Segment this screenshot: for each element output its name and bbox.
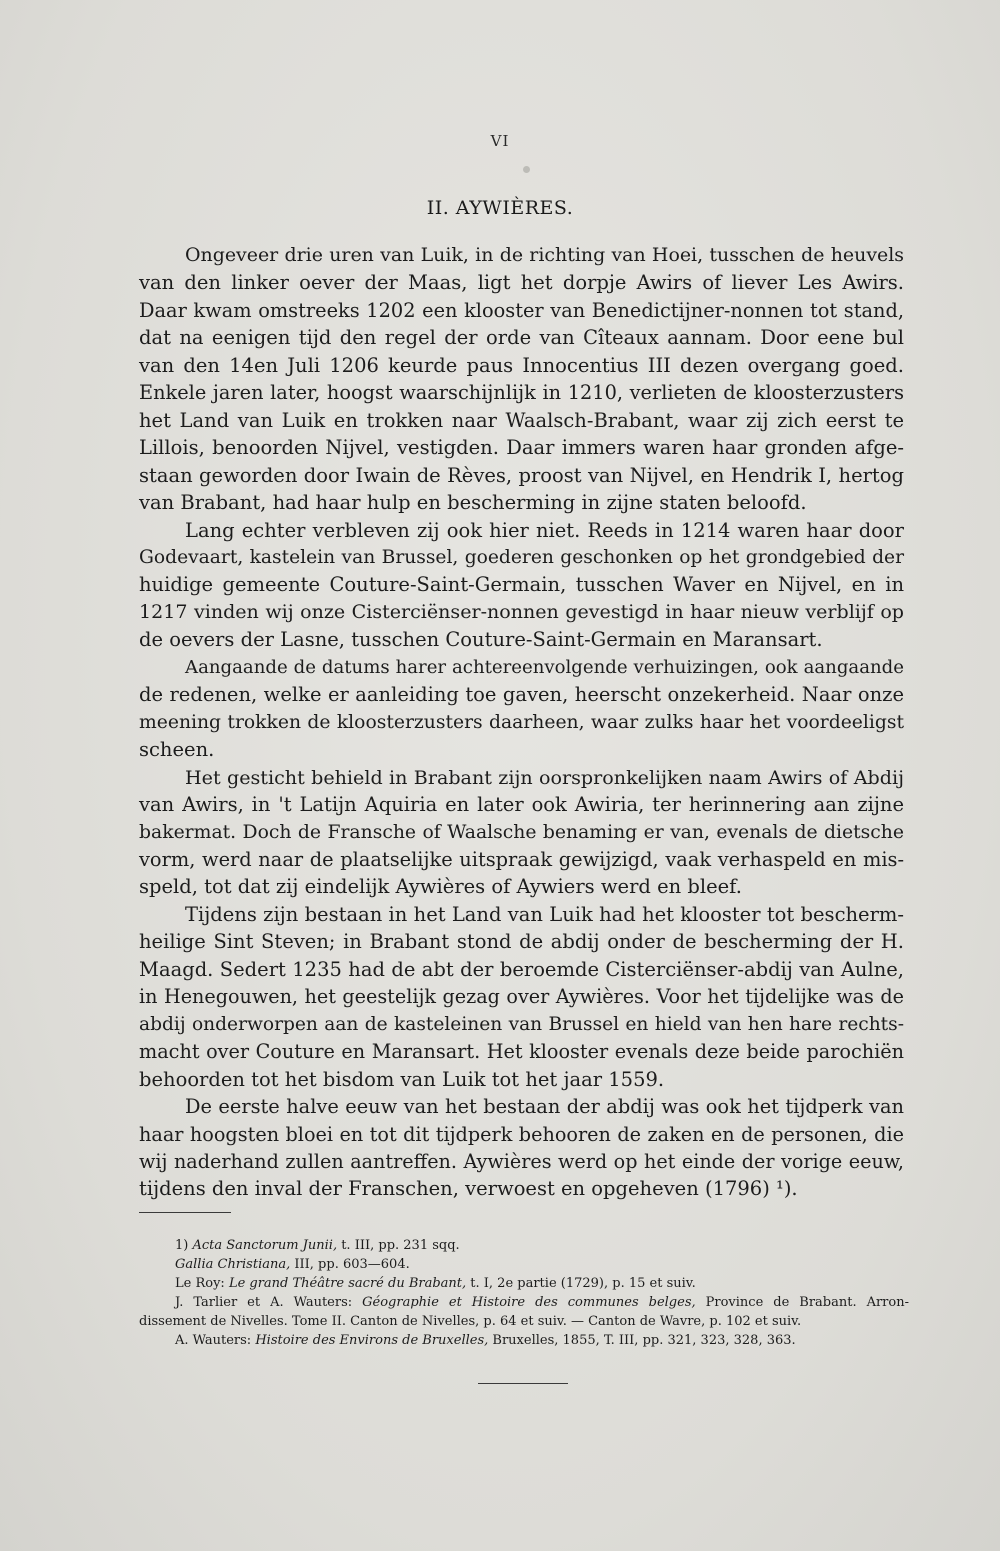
text-line: Aangaande de datums harer achtereenvolgende verhuizingen, ook aangaande bbox=[185, 656, 904, 678]
page-number: VI bbox=[490, 132, 510, 150]
footnotes bbox=[139, 1237, 909, 1350]
text-line: de redenen, welke er aanleiding toe gaven, heerscht onzekerheid. Naar onze bbox=[139, 683, 904, 707]
footnote-title: Acta Sanctorum Junii, bbox=[192, 1238, 338, 1253]
text-line: Daar kwam omstreeks 1202 een klooster van Benedictijner-nonnen tot stand, bbox=[139, 298, 904, 322]
footnote-2 bbox=[139, 1256, 909, 1275]
footnote-title: Histoire des Environs de Bruxelles, bbox=[255, 1332, 489, 1348]
footnote-title: Gallia Christiana, bbox=[175, 1256, 291, 1272]
footnote-detail: Bruxelles, 1855, T. III, pp. 321, 323, 328, 363. bbox=[488, 1332, 796, 1348]
text-line: Het gesticht behield in Brabant zijn oorspronkelijken naam Awirs of Abdij bbox=[185, 765, 904, 789]
text-line: vorm, werd naar de plaatselijke uitspraak gewijzigd, vaak verhaspeld en mis- bbox=[139, 847, 904, 871]
footnote-5 bbox=[139, 1332, 909, 1351]
footnote-divider bbox=[139, 1212, 231, 1213]
text-line: macht over Couture en Maransart. Het klooster evenals deze beide parochiën bbox=[139, 1040, 904, 1064]
text-line: Tijdens zijn bestaan in het Land van Luik had het klooster tot bescherm- bbox=[185, 902, 904, 926]
text-line: scheen. bbox=[139, 738, 215, 762]
footnote-4-continued: dissement de Nivelles. Tome II. Canton de Nivelles, p. 64 et suiv. — Canton de Wavre, p. 102 et suiv. bbox=[139, 1313, 802, 1329]
section-title: II. AYWIÈRES. bbox=[426, 197, 574, 219]
text-line: de oevers der Lasne, tusschen Couture-Saint-Germain en Maransart. bbox=[139, 628, 823, 652]
text-line: van Awirs, in 't Latijn Aquiria en later ook Awiria, ter herinnering aan zijne bbox=[139, 793, 904, 817]
text-line: huidige gemeente Couture-Saint-Germain, tusschen Waver en Nijvel, en in bbox=[139, 573, 904, 597]
text-line: abdij onderworpen aan de kasteleinen van Brussel en hield van hen hare rechts- bbox=[139, 1013, 904, 1035]
text-line: heilige Sint Steven; in Brabant stond de abdij onder de bescherming der H. bbox=[139, 930, 904, 954]
footnote-author: A. Wauters: bbox=[175, 1332, 256, 1348]
text-line: Enkele jaren later, hoogst waarschijnlijk in 1210, verlieten de kloosterzusters bbox=[139, 381, 904, 405]
text-line: van Brabant, had haar hulp en bescherming in zijne staten beloofd. bbox=[139, 491, 807, 515]
footnote-author: J. Tarlier et A. Wauters: bbox=[175, 1294, 363, 1310]
text-line: dat na eenigen tijd den regel der orde van Cîteaux aannam. Door eene bul bbox=[139, 326, 904, 350]
text-line: het Land van Luik en trokken naar Waalsch-Brabant, waar zij zich eerst te bbox=[139, 408, 904, 432]
text-line: van den linker oever der Maas, ligt het dorpje Awirs of liever Les Awirs. bbox=[139, 271, 904, 295]
text-line: wij naderhand zullen aantreffen. Aywières werd op het einde der vorige eeuw, bbox=[139, 1149, 904, 1173]
text-line: Lang echter verbleven zij ook hier niet. Reeds in 1214 waren haar door bbox=[185, 518, 904, 542]
end-divider bbox=[478, 1383, 568, 1384]
text-line: speld, tot dat zij eindelijk Aywières of Aywiers werd en bleef. bbox=[139, 875, 742, 899]
footnote-detail: t. III, pp. 231 sqq. bbox=[337, 1238, 460, 1253]
text-line: tijdens den inval der Franschen, verwoest en opgeheven (1796) ¹). bbox=[139, 1177, 798, 1201]
text-line: De eerste halve eeuw van het bestaan der abdij was ook het tijdperk van bbox=[185, 1095, 904, 1119]
footnote-detail: t. I, 2e partie (1729), p. 15 et suiv. bbox=[466, 1275, 696, 1291]
paper-blemish bbox=[523, 166, 530, 173]
footnote-author: Le Roy: bbox=[175, 1275, 229, 1291]
text-line: staan geworden door Iwain de Rèves, proost van Nijvel, en Hendrik I, hertog bbox=[139, 463, 904, 487]
text-line: meening trokken de kloosterzusters daarheen, waar zulks haar het voordeeligst bbox=[139, 711, 904, 733]
text-line: Lillois, benoorden Nijvel, vestigden. Daar immers waren haar gronden afge- bbox=[139, 436, 904, 460]
text-line: 1217 vinden wij onze Cisterciënser-nonnen gevestigd in haar nieuw verblijf op bbox=[139, 600, 904, 623]
footnote-marker: 1) bbox=[175, 1238, 189, 1253]
footnote-4 bbox=[139, 1294, 909, 1313]
text-line: in Henegouwen, het geestelijk gezag over Aywières. Voor het tijdelijke was de bbox=[139, 985, 904, 1009]
footnote-title: Géographie et Histoire des communes belges, bbox=[362, 1294, 696, 1310]
text-line: van den 14en Juli 1206 keurde paus Innocentius III dezen overgang goed. bbox=[139, 353, 904, 377]
footnote-1 bbox=[139, 1237, 909, 1256]
text-line: behoorden tot het bisdom van Luik tot het jaar 1559. bbox=[139, 1067, 665, 1091]
text-line: bakermat. Doch de Fransche of Waalsche benaming er van, evenals de dietsche bbox=[139, 821, 904, 843]
footnote-detail: Province de Brabant. Arron- bbox=[695, 1294, 909, 1310]
body-text bbox=[139, 242, 904, 1203]
footnote-title: Le grand Théâtre sacré du Brabant, bbox=[228, 1275, 467, 1291]
text-line: Ongeveer drie uren van Luik, in de richting van Hoei, tusschen de heuvels bbox=[185, 244, 904, 266]
footnote-3 bbox=[139, 1275, 909, 1294]
text-line: Maagd. Sedert 1235 had de abt der beroemde Cisterciënser-abdij van Aulne, bbox=[139, 957, 904, 981]
footnote-detail: III, pp. 603—604. bbox=[290, 1256, 410, 1272]
text-line: haar hoogsten bloei en tot dit tijdperk behooren de zaken en de personen, die bbox=[139, 1122, 904, 1146]
text-line: Godevaart, kastelein van Brussel, goederen geschonken op het grondgebied der bbox=[139, 546, 904, 568]
